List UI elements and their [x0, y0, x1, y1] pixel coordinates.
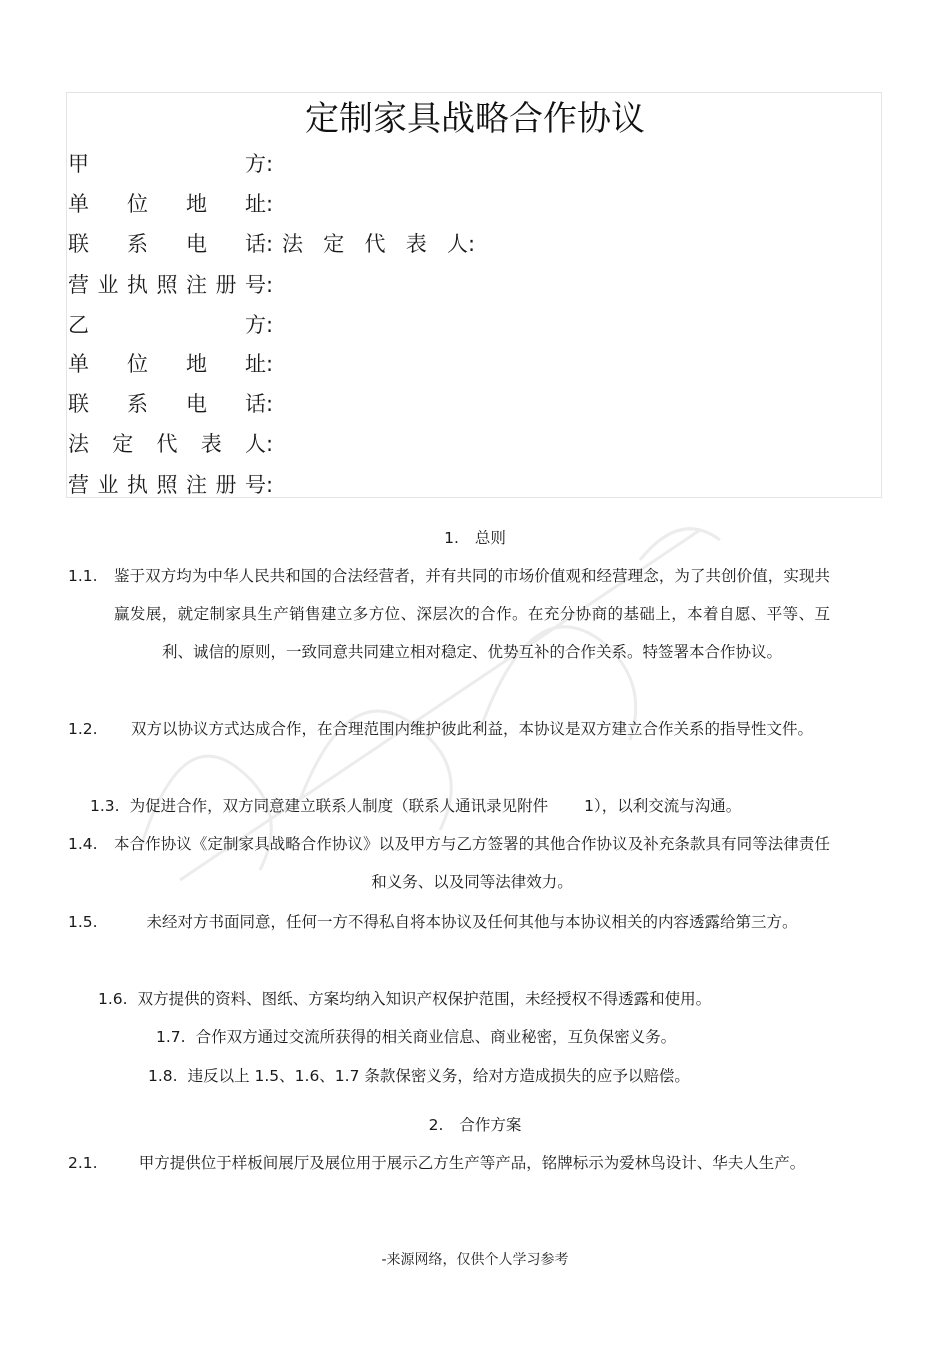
party-a-name-label: 甲方 [68, 152, 266, 176]
party-a-address-colon: : [266, 192, 274, 216]
section-title: 合作方案 [459, 1116, 522, 1134]
clause-text: 甲方提供位于样板间展厅及展位用于展示乙方生产等产品，铭牌标示为爱林鸟设计、华夫人生产。 [138, 1154, 806, 1172]
section-number: 2. [428, 1116, 444, 1134]
party-b-rep-colon: : [266, 432, 274, 456]
clause [156, 1027, 676, 1047]
party-b-phone-label: 联系电话 [68, 392, 266, 416]
clause-text: 违反以上 1.5、1.6、1.7 条款保密义务，给对方造成损失的应予以赔偿。 [187, 1067, 690, 1085]
clause-number: 1.7. [156, 1028, 186, 1046]
party-a-rep-label: 法定代表人 [282, 232, 468, 256]
clause [68, 710, 830, 788]
clause-number: 1.2. [68, 720, 98, 738]
party-b-license-colon: : [266, 473, 274, 497]
clause-number: 1.5. [68, 913, 98, 931]
clause-text: 合作双方通过交流所获得的相关商业信息、商业秘密，互负保密义务。 [195, 1028, 677, 1046]
clause [68, 557, 830, 713]
clause-text: 为促进合作，双方同意建立联系人制度（联系人通讯录见附件 [129, 797, 549, 815]
clause-text-end: 1），以利交流与沟通。 [584, 797, 742, 815]
clause [68, 825, 830, 903]
footer-note: -来源网络，仅供个人学习参考 [381, 1252, 569, 1268]
section-heading [0, 1115, 950, 1135]
party-a-phone-label: 联系电话 [68, 232, 266, 256]
document-title: 定制家具战略合作协议 [305, 99, 645, 139]
party-b-address-colon: : [266, 352, 274, 376]
section-number: 1. [444, 529, 459, 547]
party-a-license-label: 营业执照注册号 [68, 273, 266, 297]
clause-number: 1.3. [90, 797, 120, 815]
clause-text: 本合作协议《定制家具战略合作协议》以及甲方与乙方签署的其他合作协议及补充条款具有同等法律责任和义务、以及同等法律效力。 [114, 835, 830, 891]
clause-text: 双方以协议方式达成合作，在合理范围内维护彼此利益，本协议是双方建立合作关系的指导性文件。 [130, 720, 813, 738]
clause-text: 未经对方书面同意，任何一方不得私自将本协议及任何其他与本协议相关的内容透露给第三方。 [146, 913, 798, 931]
clause-text: 双方提供的资料、图纸、方案均纳入知识产权保护范围，未经授权不得透露和使用。 [137, 990, 712, 1008]
clause-number: 1.4. [68, 835, 98, 853]
clause [90, 796, 741, 816]
party-b-address-label: 单位地址 [68, 352, 266, 376]
party-a-address-label: 单位地址 [68, 192, 266, 216]
party-a-name-colon: : [266, 152, 274, 176]
clause [148, 1066, 690, 1086]
party-a-phone-colon: : [266, 232, 274, 256]
party-a-rep-colon: : [468, 232, 476, 256]
clause [68, 1144, 830, 1222]
section-heading [0, 528, 950, 548]
party-b-rep-label: 法定代表人 [68, 432, 266, 456]
clause-number: 1.6. [98, 990, 128, 1008]
clause-text: 鉴于双方均为中华人民共和国的合法经营者，并有共同的市场价值观和经营理念，为了共创价值，实现共赢发展，就定制家具生产销售建立多方位、深层次的合作。在充分协商的基础上，本着自愿、平等、互利、诚信的原则，一致同意共同建立相对稳定、优势互补的合作关系。特签署本合作协议。 [114, 567, 830, 661]
party-b-license-label: 营业执照注册号 [68, 473, 266, 497]
clause [98, 989, 711, 1009]
clause-number: 1.1. [68, 567, 98, 585]
party-b-name-label: 乙方 [68, 313, 266, 337]
party-b-phone-colon: : [266, 392, 274, 416]
party-b-name-colon: : [266, 313, 274, 337]
section-title: 总则 [474, 529, 506, 547]
clause-number: 2.1. [68, 1154, 98, 1172]
clause-number: 1.8. [148, 1067, 178, 1085]
clause [68, 903, 830, 981]
party-a-license-colon: : [266, 273, 274, 297]
